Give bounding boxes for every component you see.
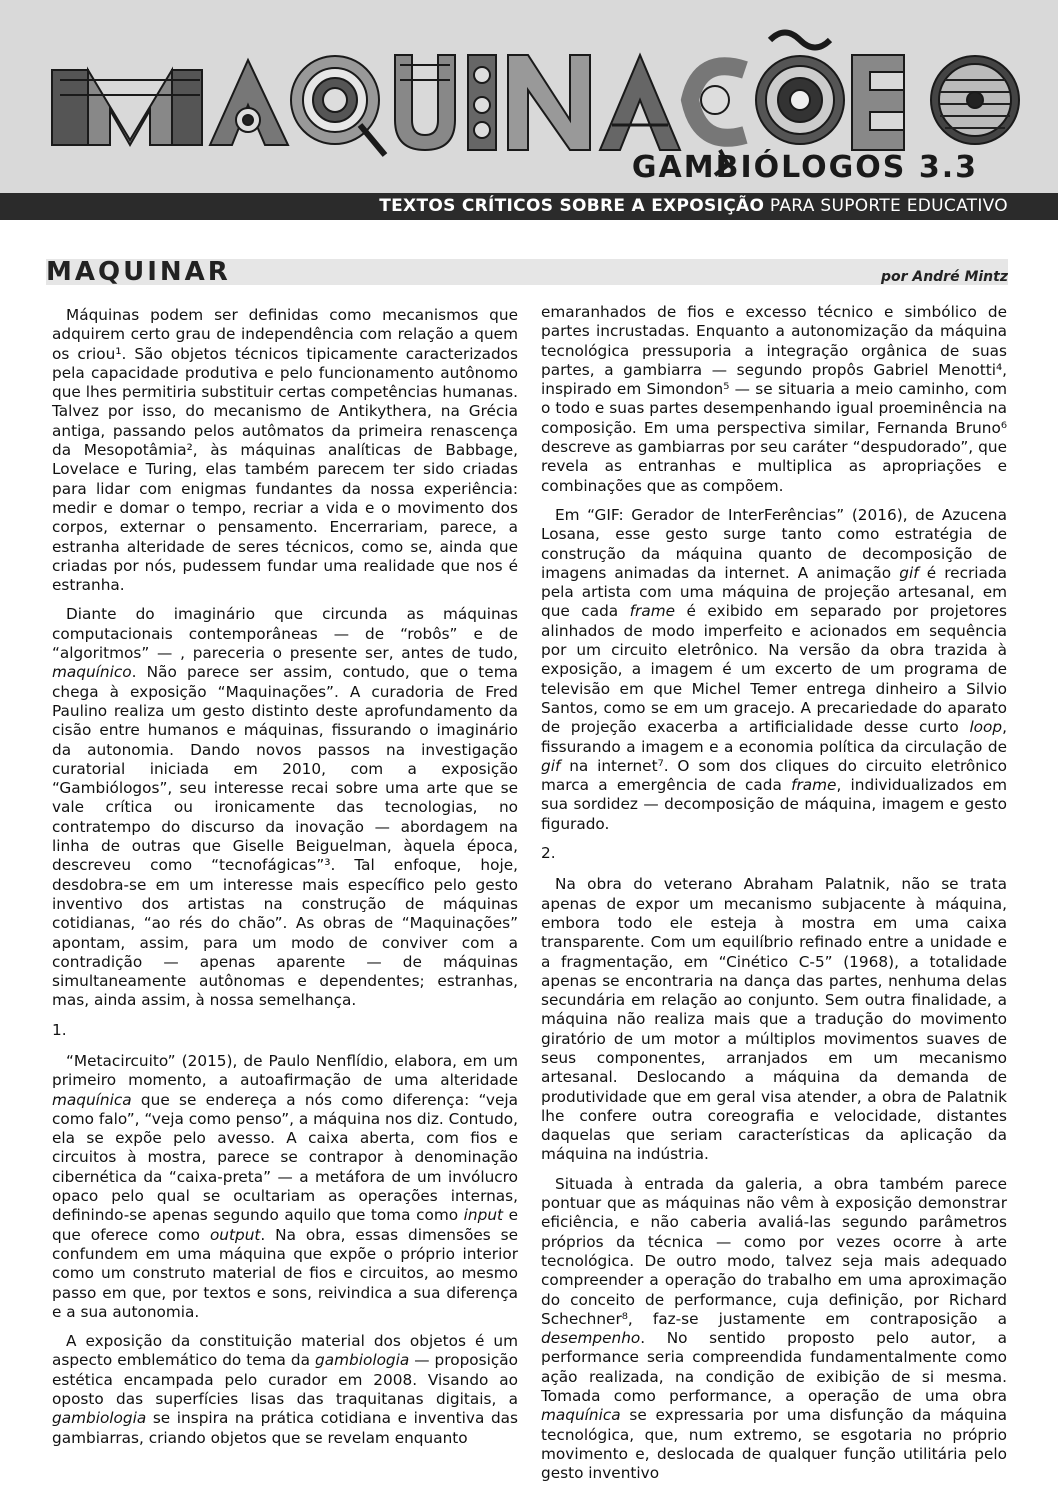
paragraph: Máquinas podem ser definidas como mecanismos que adquirem certo grau de independência com relação a quem os criou¹. São objetos técnicos tipicamente caracterizados pela capacidade produtiva e pelo funcionamento autônomo que lhes permitiria substituir certas competências humanas. Talvez por isso, do mecanismo de Antikythera, na Grécia antiga, passando pelos autômatos da primeira renascença da Mesopotâmia², às máquinas analíticas de Babbage, Lovelace e Turing, elas também parecem ter sido criadas para lidar com enigmas fundantes da nossa experiência: medir e domar o tempo, recriar a vida e o movimento dos corpos, externar o pensamento. Encerrariam, parece, a estranha alteridade de seres técnicos, como se, ainda que criadas por nós, pudessem fundar uma realidade que nos é estranha.: [52, 306, 518, 595]
header-banner: [0, 0, 1058, 193]
left-column: [52, 306, 518, 1458]
section-number: 2.: [541, 844, 556, 863]
paragraph: Diante do imaginário que circunda as máquinas computacionais contemporâneas — de “robôs” e de “algoritmos” — , pareceria o presente ser, antes de tudo, maquínico. Não parece ser assim, contudo, que o tema chega à exposição “Maquinações”. A curadoria de Fred Paulino realiza um gesto distinto deste aprofundamento da cisão entre humanos e máquinas, fissurando o imaginário da autonomia. Dando novos passos na investigação curatorial iniciada em 2010, com a exposição “Gambiólogos”, seu interesse recai sobre uma arte que se vale crítica ou ironicamente das tecnologias, no contratempo do discurso da inovação — abordagem na linha de outras que Giselle Beiguelman, àquela época, descreveu como “tecnofágicas”³. Tal enfoque, hoje, desdobra-se em um interesse mais específico pelo gesto inventivo dos artistas na construção de máquinas cotidianas, “ao rés do chão”. As obras de “Maquinações” apontam, assim, para um modo de conviver com a contradição — apenas aparente — de máquinas simultaneamente autônomas e dependentes; estranhas, mas, ainda assim, à nossa semelhança.: [52, 605, 518, 1010]
edition-title: GAMBIÓLOGOS 3.3: [631, 150, 978, 185]
subtitle-bold: TEXTOS CRÍTICOS SOBRE A EXPOSIÇÃO: [379, 196, 765, 216]
author-byline: por André Mintz: [880, 269, 1008, 285]
paragraph: emaranhados de fios e excesso técnico e simbólico de partes incrustadas. Enquanto a autonomização da máquina tecnológica pressuporia a integração orgânica de suas partes, a gambiarra — segundo propôs Gabriel Menotti⁴, inspirado em Simondon⁵ — se situaria a meio caminho, com o todo e suas partes desempenhando igual proeminência na composição. Em uma perspectiva similar, Fernanda Bruno⁶ descreve as gambiarras por seu caráter “despudorado”, que revela as entranhas e multiplica as apropriações e combinações que as compõem.: [541, 303, 1007, 495]
subtitle-rest: PARA SUPORTE EDUCATIVO: [764, 196, 1008, 216]
subtitle: [379, 196, 1008, 216]
paragraph: Em “GIF: Gerador de InterFerências” (2016), de Azucena Losana, esse gesto surge tanto como estratégia de construção da máquina quanto de decomposição de imagens animadas da internet. A animação gif é recriada pela artista com uma máquina de projeção artesanal, em que cada frame é exibido em separado por projetores alinhados de modo imperfeito e acionados em sequência por um circuito eletrônico. Na versão da obra trazida à exposição, a imagem é um excerto de um programa de televisão em que Michel Temer entrega dinheiro a Silvio Santos, como se em um gracejo. A precariedade do aparato de projeção exacerba a artificialidade desse curto loop, fissurando a imagem e a economia política da circulação de gif na internet⁷. O som dos cliques do circuito eletrônico marca a emergência de cada frame, individualizados em sua sordidez — decomposição de máquina, imagem e gesto figurado.: [541, 505, 1007, 833]
paragraph: Situada à entrada da galeria, a obra também parece pontuar que as máquinas não vêm à exposição demonstrar eficiência, e não caberia avaliá-las segundo parâmetros próprios da técnica — como por vezes ocorre à arte tecnológica. De outro modo, talvez seja mais adequado compreender a operação do trabalho em uma aproximação do conceito de performance, cuja definição, por Richard Schechner⁸, faz-se justamente em contraposição a desempenho. No sentido proposto pelo autor, a performance seria compreendida fundamentalmente como ação realizada, na condição de exibição de si mesma. Tomada como performance, a operação de uma obra maquínica se expressaria por uma disfunção da máquina tecnológica, que, num extremo, se esgotaria no próprio movimento e, deslocada de qualquer função utilitária pelo gesto inventivo: [541, 1174, 1007, 1483]
paragraph: A exposição da constituição material dos objetos é um aspecto emblemático do tema da gambiologia — proposição estética encampada pelo curador em 2008. Visando ao oposto das superfícies lisas das traquitanas digitais, a gambiologia se inspira na prática cotidiana e inventiva das gambiarras, criando objetos que se revelam enquanto: [52, 1332, 518, 1447]
section-number: 1.: [52, 1020, 67, 1039]
section-header: [46, 259, 1008, 285]
right-column: [541, 303, 1007, 1494]
subtitle-bar: [0, 193, 1058, 220]
paragraph: Na obra do veterano Abraham Palatnik, não se trata apenas de expor um mecanismo subjacente à máquina, embora todo ele esteja à mostra em uma caixa transparente. Com um equilíbrio refinado entre a unidade e a fragmentação, em “Cinético C-5” (1968), a totalidade apenas se encontraria na dança das partes, nenhuma delas secundária em relação ao conjunto. Sem outra finalidade, a máquina não realiza mais que a tradução do movimento giratório de um motor a múltiplos movimentos suaves de seus componentes, arranjados em um mecanismo artesanal. Deslocando a máquina da demanda de produtividade que em geral visa atender, a obra de Palatnik lhe confere outra coreografia e velocidade, distantes daquelas que seriam características da aplicação da máquina na indústria.: [541, 875, 1007, 1164]
paragraph: “Metacircuito” (2015), de Paulo Nenflídio, elabora, em um primeiro momento, a autoafirmação de uma alteridade maquínica que se endereça a nós como diferença: “veja como falo”, “veja como penso”, a máquina nos diz. Contudo, ela se expõe pelo avesso. A caixa aberta, com fios e circuitos à mostra, parece se contrapor à denominação cibernética da “caixa-preta” — a metáfora de um invólucro opaco pelo qual se ocultariam as operações internas, definindo-se apenas segundo aquilo que toma como input e que oferece como output. Na obra, essas dimensões se confundem em uma máquina que expõe o próprio interior como um construto material de fios e circuitos, ao mesmo passo em que, por textos e sons, reivindica a sua diferença e a sua autonomia.: [52, 1051, 518, 1321]
section-title: MAQUINAR: [46, 257, 231, 287]
